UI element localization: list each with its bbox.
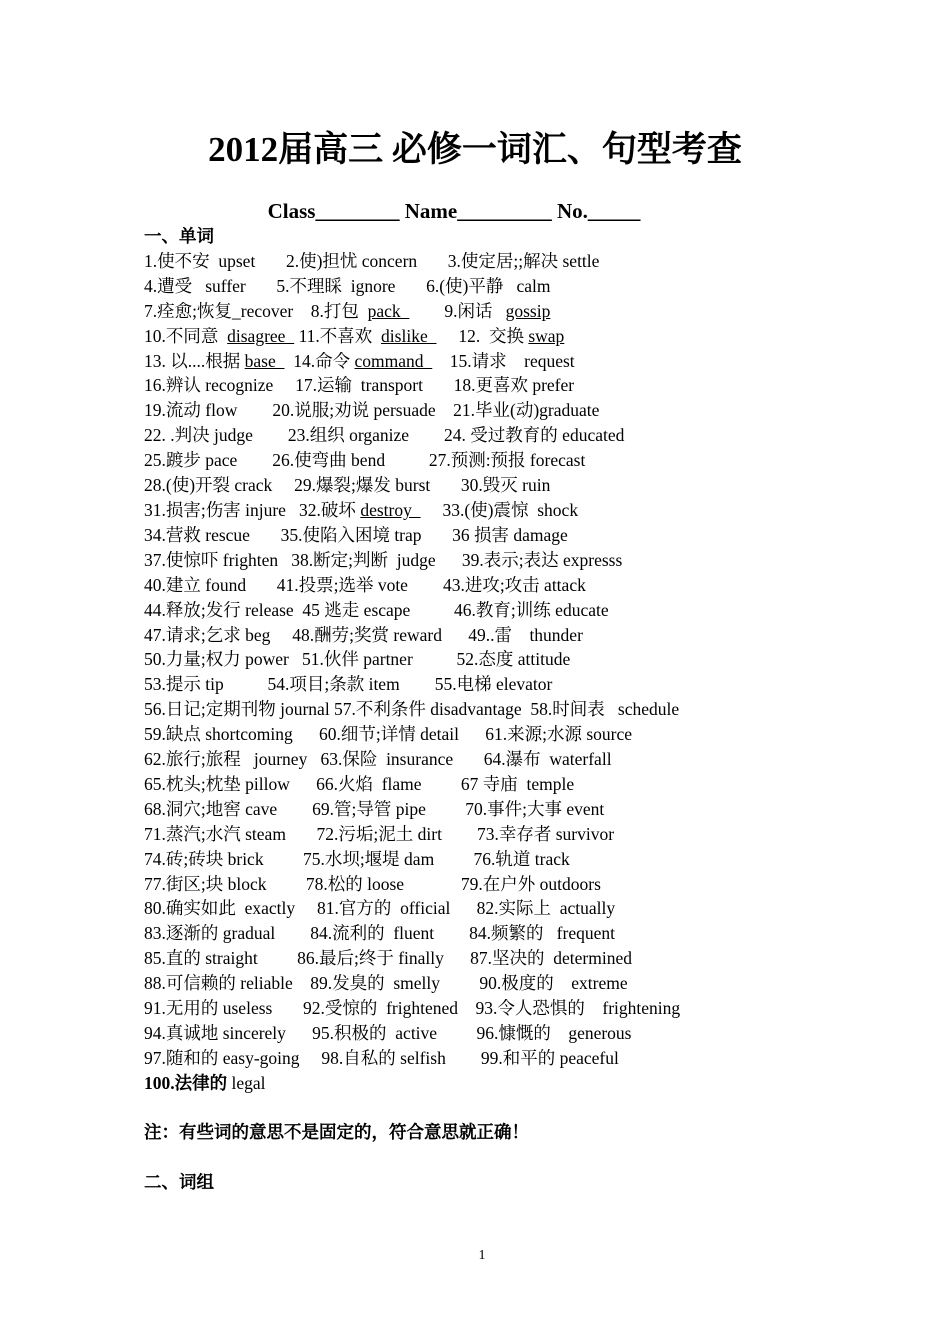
vocab-line: [144, 423, 864, 448]
vocab-text: 34.营救 rescue 35.使陷入困境 trap 36 损害 damage: [144, 524, 568, 545]
vocab-line: [144, 1021, 864, 1046]
vocab-text: 10.不同意: [144, 325, 228, 346]
vocab-text: 47.请求;乞求 beg 48.酬劳;奖赏 reward 49..雷 thunder: [144, 624, 583, 645]
vocab-line: [144, 573, 864, 598]
vocab-text: 83.逐渐的 gradual 84.流利的 fluent 84.频繁的 frequent: [144, 923, 615, 944]
vocab-text: 22. .判决 judge 23.组织 organize 24. 受过教育的 educated: [144, 425, 625, 446]
vocab-line: [144, 797, 864, 822]
underlined-answer: gossip: [505, 300, 551, 321]
vocab-text: 71.蒸汽;水汽 steam 72.污垢;泥土 dirt 73.幸存者 survivor: [144, 823, 615, 844]
vocab-text: 59.缺点 shortcoming 60.细节;详情 detail 61.来源;水源 source: [144, 724, 633, 745]
class-name-number-line: Class________ Name_________ No._____: [267, 199, 641, 223]
page-number: 1: [478, 1248, 486, 1263]
vocab-text: 19.流动 flow 20.说服;劝说 persuade 21.毕业(动)graduate: [144, 400, 600, 421]
underlined-answer: command: [354, 350, 433, 371]
vocab-line: [144, 996, 864, 1021]
vocab-text: 25.踱步 pace 26.使弯曲 bend 27.预测:预报 forecast: [144, 450, 586, 471]
vocab-line: [144, 473, 864, 498]
vocab-line: [144, 598, 864, 623]
vocab-text: 15.请求 request: [432, 350, 575, 371]
underlined-answer: pack: [367, 300, 410, 321]
vocab-text: 77.街区;块 block 78.松的 loose 79.在户外 outdoors: [144, 873, 601, 894]
vocab-line: [144, 946, 864, 971]
vocab-text: 44.释放;发行 release 45 逃走 escape 46.教育;训练 educate: [144, 599, 609, 620]
vocab-text: legal: [227, 1072, 266, 1093]
underlined-answer: base: [244, 350, 285, 371]
vocab-text: 11.不喜欢: [294, 325, 382, 346]
vocab-line: [144, 872, 864, 897]
vocab-line: [144, 921, 864, 946]
vocab-line: [144, 697, 864, 722]
vocab-line: [144, 448, 864, 473]
underlined-answer: dislike: [381, 325, 437, 346]
vocab-line: [144, 274, 864, 299]
vocabulary-lines: [144, 249, 864, 1096]
vocab-line: [144, 498, 864, 523]
vocab-line: [144, 822, 864, 847]
vocab-line: [144, 249, 864, 274]
vocab-line: [144, 971, 864, 996]
vocab-text: 100.法律的: [144, 1072, 228, 1093]
vocab-text: 50.力量;权力 power 51.伙伴 partner 52.态度 attitude: [144, 649, 571, 670]
underlined-answer: disagree: [227, 325, 295, 346]
vocab-text: 28.(使)开裂 crack 29.爆裂;爆发 burst 30.毁灭 ruin: [144, 475, 551, 496]
vocab-text: 97.随和的 easy-going 98.自私的 selfish 99.和平的 peaceful: [144, 1047, 619, 1068]
vocab-text: 16.辨认 recognize 17.运输 transport 18.更喜欢 prefer: [144, 375, 575, 396]
section-2-heading: 二、词组: [144, 1171, 214, 1192]
vocab-text: 80.确实如此 exactly 81.官方的 official 82.实际上 actually: [144, 898, 616, 919]
vocab-text: 14.命令: [284, 350, 355, 371]
vocab-text: 68.洞穴;地窖 cave 69.管;导管 pipe 70.事件;大事 event: [144, 798, 605, 819]
vocab-text: 13. 以....根据: [144, 350, 245, 371]
vocab-line: [144, 623, 864, 648]
vocab-text: 37.使惊吓 frighten 38.断定;判断 judge 39.表示;表达 expresss: [144, 549, 623, 570]
vocab-text: 9.闲话: [409, 300, 506, 321]
vocab-text: 40.建立 found 41.投票;选举 vote 43.进攻;攻击 attack: [144, 574, 586, 595]
vocab-text: 1.使不安 upset 2.使)担忧 concern 3.使定居;;解决 settle: [144, 250, 600, 271]
note-text: 注：有些词的意思不是固定的，符合意思就正确！: [144, 1121, 529, 1142]
vocab-line: [144, 398, 864, 423]
vocab-text: 31.损害;伤害 injure 32.破坏: [144, 499, 361, 520]
vocab-line: [144, 772, 864, 797]
vocab-line: [144, 672, 864, 697]
vocab-text: 85.直的 straight 86.最后;终于 finally 87.坚决的 determined: [144, 948, 632, 969]
vocab-text: 62.旅行;旅程 journey 63.保险 insurance 64.瀑布 waterfall: [144, 749, 612, 770]
vocab-line: [144, 847, 864, 872]
underlined-answer: destroy: [360, 499, 421, 520]
vocab-line: [144, 747, 864, 772]
vocab-line: [144, 373, 864, 398]
vocab-text: 12. 交换: [436, 325, 529, 346]
vocab-text: 94.真诚地 sincerely 95.积极的 active 96.慷慨的 generous: [144, 1023, 632, 1043]
vocab-text: 74.砖;砖块 brick 75.水坝;堰堤 dam 76.轨道 track: [144, 848, 570, 869]
vocab-line: [144, 349, 864, 374]
vocab-line: [144, 548, 864, 573]
page-title: 2012届高三 必修一词汇、句型考查: [208, 130, 742, 169]
vocab-line: [144, 523, 864, 548]
vocab-line: [144, 299, 864, 324]
vocab-line: [144, 1071, 864, 1096]
vocab-text: 4.遭受 suffer 5.不理睬 ignore 6.(使)平静 calm: [144, 275, 551, 296]
vocab-text: 65.枕头;枕垫 pillow 66.火焰 flame 67 寺庙 temple: [144, 773, 575, 794]
vocab-line: [144, 647, 864, 672]
vocab-text: 91.无用的 useless 92.受惊的 frightened 93.令人恐惧的 frightening: [144, 998, 681, 1019]
vocab-line: [144, 1046, 864, 1071]
vocab-text: 33.(使)震惊 shock: [420, 499, 579, 520]
vocab-line: [144, 896, 864, 921]
vocab-line: [144, 722, 864, 747]
vocab-text: 7.痊愈;恢复_recover 8.打包: [144, 300, 368, 321]
vocab-text: 56.日记;定期刊物 journal 57.不利条件 disadvantage 58.时间表 schedule: [144, 699, 680, 720]
vocab-line: [144, 324, 864, 349]
vocab-text: 88.可信赖的 reliable 89.发臭的 smelly 90.极度的 extreme: [144, 973, 628, 994]
section-1-heading: 一、单词: [144, 226, 214, 246]
underlined-answer: swap: [528, 325, 565, 346]
vocab-text: 53.提示 tip 54.项目;条款 item 55.电梯 elevator: [144, 674, 553, 695]
vocabulary-section: [144, 224, 864, 1195]
